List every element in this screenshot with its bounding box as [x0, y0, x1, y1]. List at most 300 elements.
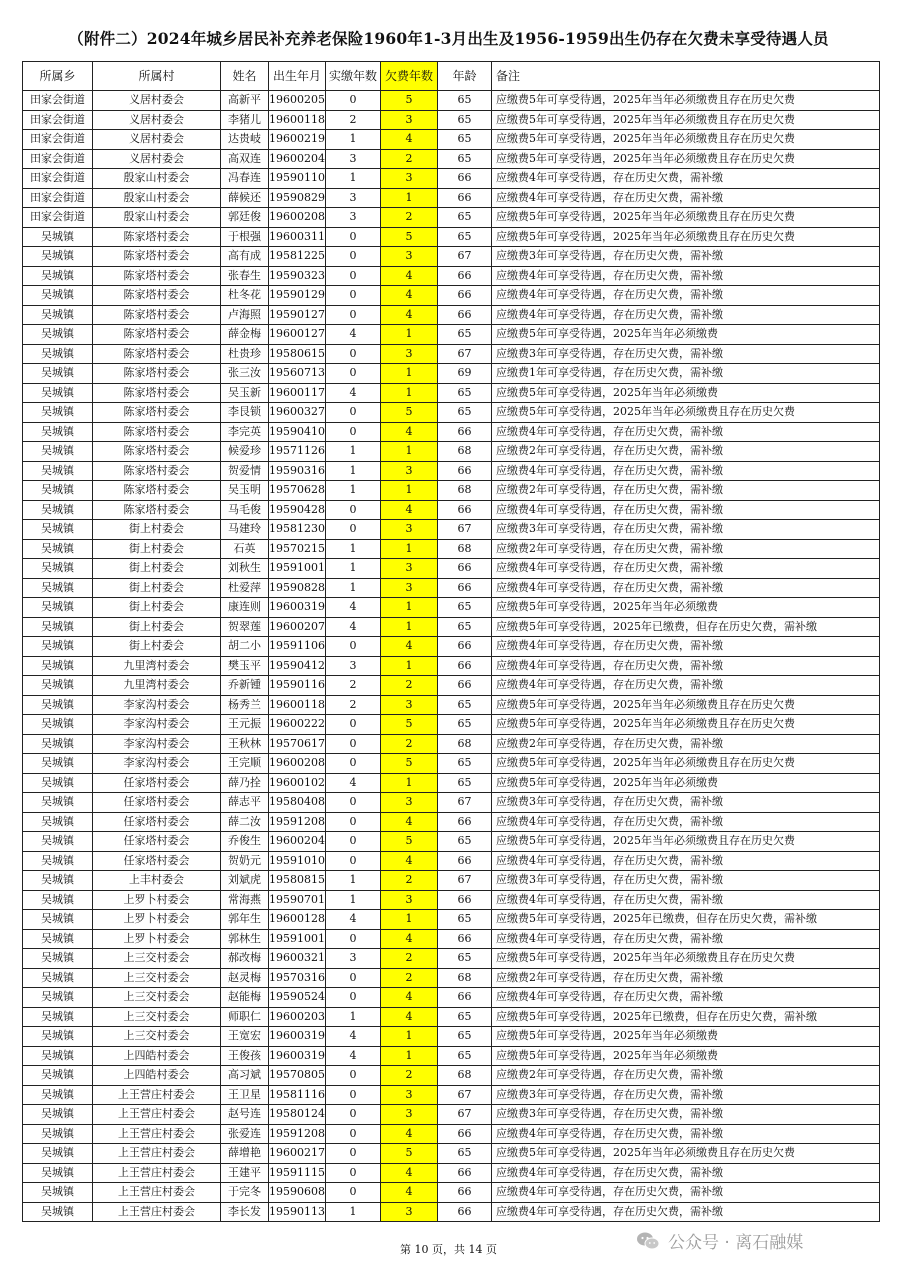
paid-years-cell: 3 — [326, 188, 381, 208]
age-cell: 66 — [438, 305, 492, 325]
village-cell: 九里湾村委会 — [93, 676, 221, 696]
remarks-cell: 应缴费5年可享受待遇，2025年已缴费，但存在历史欠费，需补缴 — [492, 617, 880, 637]
name-cell: 王俊孩 — [221, 1046, 269, 1066]
birth-date-cell: 19600321 — [269, 949, 326, 969]
name-cell: 郝改梅 — [221, 949, 269, 969]
arrears-years-cell: 3 — [381, 578, 438, 598]
table-row — [23, 617, 880, 637]
paid-years-cell: 0 — [326, 1183, 381, 1203]
name-cell: 康连则 — [221, 598, 269, 618]
arrears-years-cell: 1 — [381, 1027, 438, 1047]
village-cell: 李家沟村委会 — [93, 734, 221, 754]
table-row — [23, 325, 880, 345]
village-cell: 九里湾村委会 — [93, 656, 221, 676]
township-cell: 吴城镇 — [23, 461, 93, 481]
age-cell: 69 — [438, 364, 492, 384]
village-cell: 任家塔村委会 — [93, 812, 221, 832]
remarks-cell: 应缴费4年可享受待遇，存在历史欠费，需补缴 — [492, 890, 880, 910]
township-cell: 田家会街道 — [23, 169, 93, 189]
township-cell: 吴城镇 — [23, 988, 93, 1008]
arrears-years-cell: 1 — [381, 364, 438, 384]
village-cell: 上三交村委会 — [93, 1027, 221, 1047]
paid-years-cell: 1 — [326, 169, 381, 189]
township-cell: 吴城镇 — [23, 910, 93, 930]
remarks-cell: 应缴费5年可享受待遇，2025年当年必须缴费且存在历史欠费 — [492, 227, 880, 247]
table-header — [23, 62, 880, 91]
arrears-years-cell: 2 — [381, 149, 438, 169]
table-row — [23, 715, 880, 735]
birth-date-cell: 19590110 — [269, 169, 326, 189]
birth-date-cell: 19590127 — [269, 305, 326, 325]
remarks-cell: 应缴费5年可享受待遇，2025年当年必须缴费且存在历史欠费 — [492, 130, 880, 150]
arrears-years-cell: 5 — [381, 754, 438, 774]
name-cell: 李长发 — [221, 1202, 269, 1222]
paid-years-cell: 3 — [326, 656, 381, 676]
age-cell: 65 — [438, 149, 492, 169]
age-cell: 67 — [438, 793, 492, 813]
paid-years-cell: 0 — [326, 91, 381, 111]
village-cell: 街上村委会 — [93, 559, 221, 579]
name-cell: 常海燕 — [221, 890, 269, 910]
paid-years-cell: 0 — [326, 1105, 381, 1125]
header-village: 所属村 — [93, 62, 221, 91]
paid-years-cell: 0 — [326, 754, 381, 774]
arrears-years-cell: 4 — [381, 637, 438, 657]
birth-date-cell: 19600102 — [269, 773, 326, 793]
remarks-cell: 应缴费4年可享受待遇，存在历史欠费，需补缴 — [492, 286, 880, 306]
birth-date-cell: 19590428 — [269, 500, 326, 520]
arrears-years-cell: 3 — [381, 1105, 438, 1125]
age-cell: 66 — [438, 1183, 492, 1203]
remarks-cell: 应缴费2年可享受待遇，存在历史欠费，需补缴 — [492, 968, 880, 988]
paid-years-cell: 1 — [326, 1007, 381, 1027]
birth-date-cell: 19570805 — [269, 1066, 326, 1086]
age-cell: 66 — [438, 851, 492, 871]
age-cell: 66 — [438, 637, 492, 657]
paid-years-cell: 1 — [326, 481, 381, 501]
birth-date-cell: 19571126 — [269, 442, 326, 462]
village-cell: 街上村委会 — [93, 598, 221, 618]
remarks-cell: 应缴费2年可享受待遇，存在历史欠费，需补缴 — [492, 442, 880, 462]
arrears-years-cell: 5 — [381, 227, 438, 247]
table-row — [23, 344, 880, 364]
birth-date-cell: 19570215 — [269, 539, 326, 559]
table-row — [23, 481, 880, 501]
birth-date-cell: 19591010 — [269, 851, 326, 871]
remarks-cell: 应缴费4年可享受待遇，存在历史欠费，需补缴 — [492, 676, 880, 696]
remarks-cell: 应缴费5年可享受待遇，2025年当年必须缴费 — [492, 773, 880, 793]
remarks-cell: 应缴费2年可享受待遇，存在历史欠费，需补缴 — [492, 1066, 880, 1086]
age-cell: 65 — [438, 715, 492, 735]
remarks-cell: 应缴费2年可享受待遇，存在历史欠费，需补缴 — [492, 481, 880, 501]
table-row — [23, 149, 880, 169]
paid-years-cell: 0 — [326, 500, 381, 520]
age-cell: 65 — [438, 130, 492, 150]
name-cell: 杜贵珍 — [221, 344, 269, 364]
remarks-cell: 应缴费5年可享受待遇，2025年当年必须缴费且存在历史欠费 — [492, 91, 880, 111]
name-cell: 薛增艳 — [221, 1144, 269, 1164]
paid-years-cell: 0 — [326, 403, 381, 423]
remarks-cell: 应缴费4年可享受待遇，存在历史欠费，需补缴 — [492, 988, 880, 1008]
remarks-cell: 应缴费4年可享受待遇，存在历史欠费，需补缴 — [492, 1163, 880, 1183]
arrears-years-cell: 4 — [381, 305, 438, 325]
name-cell: 杜冬花 — [221, 286, 269, 306]
village-cell: 街上村委会 — [93, 637, 221, 657]
remarks-cell: 应缴费4年可享受待遇，存在历史欠费，需补缴 — [492, 656, 880, 676]
paid-years-cell: 1 — [326, 442, 381, 462]
arrears-years-cell: 1 — [381, 617, 438, 637]
paid-years-cell: 0 — [326, 851, 381, 871]
remarks-cell: 应缴费4年可享受待遇，存在历史欠费，需补缴 — [492, 851, 880, 871]
age-cell: 65 — [438, 617, 492, 637]
name-cell: 赵能梅 — [221, 988, 269, 1008]
township-cell: 吴城镇 — [23, 559, 93, 579]
remarks-cell: 应缴费5年可享受待遇，2025年当年必须缴费且存在历史欠费 — [492, 754, 880, 774]
village-cell: 上罗卜村委会 — [93, 929, 221, 949]
header-birth-date: 出生年月 — [269, 62, 326, 91]
village-cell: 陈家塔村委会 — [93, 344, 221, 364]
village-cell: 上王营庄村委会 — [93, 1144, 221, 1164]
village-cell: 街上村委会 — [93, 617, 221, 637]
age-cell: 66 — [438, 500, 492, 520]
township-cell: 吴城镇 — [23, 871, 93, 891]
table-row — [23, 949, 880, 969]
village-cell: 陈家塔村委会 — [93, 500, 221, 520]
paid-years-cell: 0 — [326, 812, 381, 832]
table-row — [23, 91, 880, 111]
paid-years-cell: 2 — [326, 676, 381, 696]
table-row — [23, 442, 880, 462]
township-cell: 田家会街道 — [23, 188, 93, 208]
name-cell: 樊玉平 — [221, 656, 269, 676]
township-cell: 田家会街道 — [23, 91, 93, 111]
name-cell: 师职仁 — [221, 1007, 269, 1027]
age-cell: 68 — [438, 968, 492, 988]
table-row — [23, 968, 880, 988]
paid-years-cell: 2 — [326, 695, 381, 715]
birth-date-cell: 19600207 — [269, 617, 326, 637]
village-cell: 陈家塔村委会 — [93, 442, 221, 462]
age-cell: 66 — [438, 266, 492, 286]
paid-years-cell: 1 — [326, 559, 381, 579]
table-row — [23, 890, 880, 910]
arrears-years-cell: 3 — [381, 793, 438, 813]
name-cell: 贺翠莲 — [221, 617, 269, 637]
arrears-years-cell: 1 — [381, 598, 438, 618]
paid-years-cell: 0 — [326, 929, 381, 949]
birth-date-cell: 19591115 — [269, 1163, 326, 1183]
township-cell: 吴城镇 — [23, 500, 93, 520]
birth-date-cell: 19590129 — [269, 286, 326, 306]
name-cell: 刘秋生 — [221, 559, 269, 579]
birth-date-cell: 19600205 — [269, 91, 326, 111]
table-row — [23, 812, 880, 832]
village-cell: 陈家塔村委会 — [93, 227, 221, 247]
remarks-cell: 应缴费5年可享受待遇，2025年当年必须缴费 — [492, 598, 880, 618]
table-row — [23, 227, 880, 247]
village-cell: 任家塔村委会 — [93, 832, 221, 852]
age-cell: 67 — [438, 1085, 492, 1105]
birth-date-cell: 19600327 — [269, 403, 326, 423]
birth-date-cell: 19591001 — [269, 559, 326, 579]
paid-years-cell: 4 — [326, 1027, 381, 1047]
birth-date-cell: 19600203 — [269, 1007, 326, 1027]
birth-date-cell: 19590829 — [269, 188, 326, 208]
arrears-years-cell: 4 — [381, 929, 438, 949]
township-cell: 吴城镇 — [23, 520, 93, 540]
township-cell: 吴城镇 — [23, 539, 93, 559]
arrears-years-cell: 4 — [381, 422, 438, 442]
arrears-years-cell: 3 — [381, 247, 438, 267]
remarks-cell: 应缴费5年可享受待遇，2025年当年必须缴费 — [492, 1027, 880, 1047]
remarks-cell: 应缴费3年可享受待遇，存在历史欠费，需补缴 — [492, 520, 880, 540]
table-row — [23, 578, 880, 598]
arrears-years-cell: 1 — [381, 773, 438, 793]
age-cell: 68 — [438, 481, 492, 501]
birth-date-cell: 19560713 — [269, 364, 326, 384]
village-cell: 陈家塔村委会 — [93, 266, 221, 286]
name-cell: 李艮锁 — [221, 403, 269, 423]
name-cell: 吴玉明 — [221, 481, 269, 501]
age-cell: 65 — [438, 1027, 492, 1047]
village-cell: 陈家塔村委会 — [93, 481, 221, 501]
remarks-cell: 应缴费4年可享受待遇，存在历史欠费，需补缴 — [492, 461, 880, 481]
name-cell: 王元振 — [221, 715, 269, 735]
village-cell: 上罗卜村委会 — [93, 890, 221, 910]
village-cell: 殷家山村委会 — [93, 208, 221, 228]
age-cell: 65 — [438, 598, 492, 618]
township-cell: 吴城镇 — [23, 481, 93, 501]
name-cell: 乔俊生 — [221, 832, 269, 852]
paid-years-cell: 1 — [326, 871, 381, 891]
birth-date-cell: 19600217 — [269, 1144, 326, 1164]
township-cell: 吴城镇 — [23, 890, 93, 910]
paid-years-cell: 0 — [326, 286, 381, 306]
remarks-cell: 应缴费4年可享受待遇，存在历史欠费，需补缴 — [492, 169, 880, 189]
age-cell: 65 — [438, 1144, 492, 1164]
village-cell: 陈家塔村委会 — [93, 364, 221, 384]
village-cell: 义居村委会 — [93, 130, 221, 150]
arrears-years-cell: 5 — [381, 91, 438, 111]
birth-date-cell: 19590410 — [269, 422, 326, 442]
name-cell: 张爱连 — [221, 1124, 269, 1144]
name-cell: 高新平 — [221, 91, 269, 111]
village-cell: 上王营庄村委会 — [93, 1085, 221, 1105]
name-cell: 李完英 — [221, 422, 269, 442]
age-cell: 66 — [438, 169, 492, 189]
age-cell: 65 — [438, 773, 492, 793]
remarks-cell: 应缴费4年可享受待遇，存在历史欠费，需补缴 — [492, 500, 880, 520]
table-row — [23, 754, 880, 774]
township-cell: 吴城镇 — [23, 266, 93, 286]
name-cell: 贺爱情 — [221, 461, 269, 481]
village-cell: 陈家塔村委会 — [93, 383, 221, 403]
birth-date-cell: 19591106 — [269, 637, 326, 657]
remarks-cell: 应缴费4年可享受待遇，存在历史欠费，需补缴 — [492, 422, 880, 442]
table-row — [23, 734, 880, 754]
village-cell: 上王营庄村委会 — [93, 1163, 221, 1183]
township-cell: 吴城镇 — [23, 325, 93, 345]
township-cell: 吴城镇 — [23, 832, 93, 852]
remarks-cell: 应缴费4年可享受待遇，存在历史欠费，需补缴 — [492, 929, 880, 949]
village-cell: 义居村委会 — [93, 110, 221, 130]
village-cell: 上丰村委会 — [93, 871, 221, 891]
birth-date-cell: 19591208 — [269, 1124, 326, 1144]
paid-years-cell: 1 — [326, 130, 381, 150]
age-cell: 67 — [438, 871, 492, 891]
table-row — [23, 559, 880, 579]
age-cell: 67 — [438, 344, 492, 364]
paid-years-cell: 0 — [326, 1144, 381, 1164]
birth-date-cell: 19600117 — [269, 383, 326, 403]
birth-date-cell: 19600118 — [269, 695, 326, 715]
arrears-years-cell: 3 — [381, 559, 438, 579]
name-cell: 王建平 — [221, 1163, 269, 1183]
birth-date-cell: 19600319 — [269, 598, 326, 618]
table-row — [23, 871, 880, 891]
arrears-years-cell: 2 — [381, 734, 438, 754]
township-cell: 吴城镇 — [23, 305, 93, 325]
birth-date-cell: 19600118 — [269, 110, 326, 130]
arrears-years-cell: 5 — [381, 715, 438, 735]
arrears-years-cell: 1 — [381, 325, 438, 345]
village-cell: 殷家山村委会 — [93, 188, 221, 208]
table-row — [23, 637, 880, 657]
age-cell: 66 — [438, 188, 492, 208]
name-cell: 王卫星 — [221, 1085, 269, 1105]
remarks-cell: 应缴费5年可享受待遇，2025年当年必须缴费且存在历史欠费 — [492, 832, 880, 852]
birth-date-cell: 19590524 — [269, 988, 326, 1008]
village-cell: 陈家塔村委会 — [93, 286, 221, 306]
township-cell: 吴城镇 — [23, 773, 93, 793]
age-cell: 66 — [438, 890, 492, 910]
age-cell: 68 — [438, 539, 492, 559]
paid-years-cell: 0 — [326, 227, 381, 247]
table-row — [23, 188, 880, 208]
village-cell: 上三交村委会 — [93, 949, 221, 969]
remarks-cell: 应缴费4年可享受待遇，存在历史欠费，需补缴 — [492, 188, 880, 208]
village-cell: 上三交村委会 — [93, 988, 221, 1008]
village-cell: 殷家山村委会 — [93, 169, 221, 189]
age-cell: 65 — [438, 110, 492, 130]
remarks-cell: 应缴费3年可享受待遇，存在历史欠费，需补缴 — [492, 793, 880, 813]
birth-date-cell: 19600319 — [269, 1027, 326, 1047]
arrears-years-cell: 3 — [381, 169, 438, 189]
paid-years-cell: 1 — [326, 1202, 381, 1222]
township-cell: 吴城镇 — [23, 227, 93, 247]
name-cell: 马建玲 — [221, 520, 269, 540]
birth-date-cell: 19600128 — [269, 910, 326, 930]
table-row — [23, 1007, 880, 1027]
arrears-years-cell: 3 — [381, 461, 438, 481]
table-row — [23, 1105, 880, 1125]
age-cell: 65 — [438, 832, 492, 852]
age-cell: 65 — [438, 325, 492, 345]
remarks-cell: 应缴费5年可享受待遇，2025年当年必须缴费且存在历史欠费 — [492, 110, 880, 130]
birth-date-cell: 19580615 — [269, 344, 326, 364]
paid-years-cell: 0 — [326, 247, 381, 267]
remarks-cell: 应缴费4年可享受待遇，存在历史欠费，需补缴 — [492, 266, 880, 286]
table-row — [23, 598, 880, 618]
village-cell: 上王营庄村委会 — [93, 1183, 221, 1203]
village-cell: 李家沟村委会 — [93, 695, 221, 715]
table-row — [23, 266, 880, 286]
township-cell: 吴城镇 — [23, 286, 93, 306]
village-cell: 上王营庄村委会 — [93, 1124, 221, 1144]
paid-years-cell: 1 — [326, 890, 381, 910]
remarks-cell: 应缴费2年可享受待遇，存在历史欠费，需补缴 — [492, 734, 880, 754]
township-cell: 吴城镇 — [23, 968, 93, 988]
arrears-years-cell: 2 — [381, 676, 438, 696]
township-cell: 吴城镇 — [23, 422, 93, 442]
arrears-years-cell: 4 — [381, 1124, 438, 1144]
birth-date-cell: 19590116 — [269, 676, 326, 696]
village-cell: 上四皓村委会 — [93, 1066, 221, 1086]
age-cell: 66 — [438, 422, 492, 442]
township-cell: 田家会街道 — [23, 130, 93, 150]
name-cell: 刘斌虎 — [221, 871, 269, 891]
age-cell: 68 — [438, 442, 492, 462]
birth-date-cell: 19600222 — [269, 715, 326, 735]
township-cell: 吴城镇 — [23, 812, 93, 832]
arrears-years-cell: 1 — [381, 539, 438, 559]
remarks-cell: 应缴费5年可享受待遇，2025年已缴费，但存在历史欠费，需补缴 — [492, 1007, 880, 1027]
village-cell: 上四皓村委会 — [93, 1046, 221, 1066]
remarks-cell: 应缴费5年可享受待遇，2025年当年必须缴费 — [492, 383, 880, 403]
paid-years-cell: 1 — [326, 539, 381, 559]
table-row — [23, 208, 880, 228]
name-cell: 贺奶元 — [221, 851, 269, 871]
village-cell: 街上村委会 — [93, 539, 221, 559]
township-cell: 吴城镇 — [23, 715, 93, 735]
remarks-cell: 应缴费1年可享受待遇，存在历史欠费，需补缴 — [492, 364, 880, 384]
paid-years-cell: 0 — [326, 793, 381, 813]
arrears-years-cell: 3 — [381, 520, 438, 540]
name-cell: 薛乃拴 — [221, 773, 269, 793]
name-cell: 乔新锺 — [221, 676, 269, 696]
township-cell: 吴城镇 — [23, 1046, 93, 1066]
arrears-years-cell: 4 — [381, 988, 438, 1008]
age-cell: 66 — [438, 676, 492, 696]
township-cell: 吴城镇 — [23, 676, 93, 696]
name-cell: 杜爱萍 — [221, 578, 269, 598]
village-cell: 李家沟村委会 — [93, 754, 221, 774]
table-row — [23, 1163, 880, 1183]
table-row — [23, 422, 880, 442]
village-cell: 任家塔村委会 — [93, 773, 221, 793]
arrears-years-cell: 2 — [381, 968, 438, 988]
birth-date-cell: 19600319 — [269, 1046, 326, 1066]
arrears-years-cell: 1 — [381, 383, 438, 403]
remarks-cell: 应缴费4年可享受待遇，存在历史欠费，需补缴 — [492, 812, 880, 832]
table-row — [23, 910, 880, 930]
paid-years-cell: 0 — [326, 968, 381, 988]
township-cell: 吴城镇 — [23, 1027, 93, 1047]
age-cell: 66 — [438, 461, 492, 481]
remarks-cell: 应缴费5年可享受待遇，2025年当年必须缴费 — [492, 1046, 880, 1066]
remarks-cell: 应缴费5年可享受待遇，2025年当年必须缴费且存在历史欠费 — [492, 208, 880, 228]
age-cell: 67 — [438, 1105, 492, 1125]
township-cell: 吴城镇 — [23, 383, 93, 403]
table-row — [23, 305, 880, 325]
age-cell: 65 — [438, 1007, 492, 1027]
arrears-years-cell: 3 — [381, 1202, 438, 1222]
paid-years-cell: 2 — [326, 110, 381, 130]
age-cell: 65 — [438, 1046, 492, 1066]
remarks-cell: 应缴费4年可享受待遇，存在历史欠费，需补缴 — [492, 1124, 880, 1144]
remarks-cell: 应缴费4年可享受待遇，存在历史欠费，需补缴 — [492, 637, 880, 657]
birth-date-cell: 19600208 — [269, 754, 326, 774]
